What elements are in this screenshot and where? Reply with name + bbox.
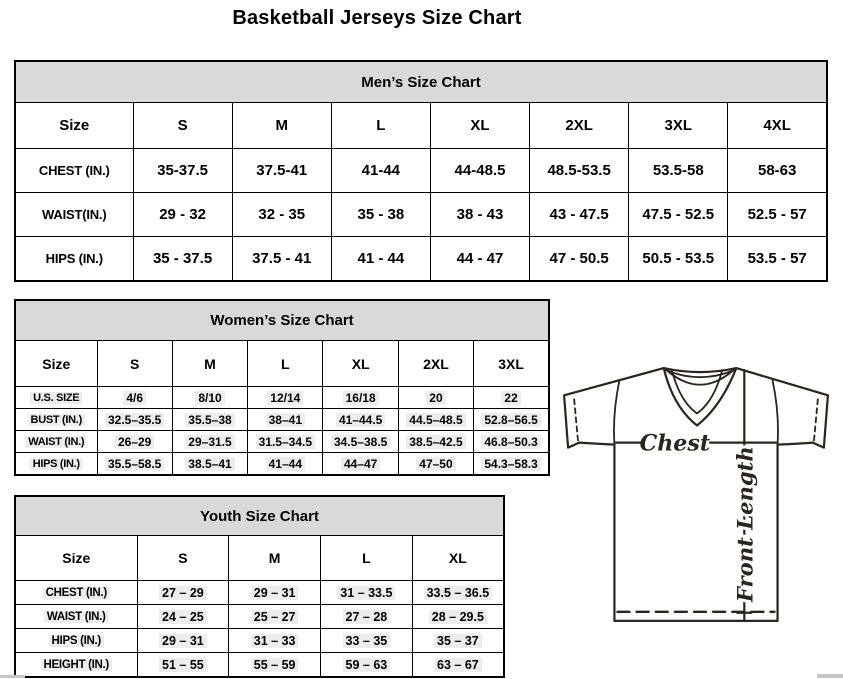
cell-text: 63 – 67 (434, 658, 482, 672)
size-value (229, 653, 321, 678)
size-value (398, 453, 473, 476)
cell-text: 27 – 29 (159, 586, 207, 600)
size-value: 29 - 32 (133, 193, 232, 237)
size-value (321, 653, 413, 678)
table-row (15, 453, 549, 476)
size-value (248, 453, 323, 476)
size-value (321, 581, 413, 605)
row-label (15, 453, 97, 476)
table-row (15, 237, 827, 282)
row-label (15, 409, 97, 431)
row-label (15, 605, 137, 629)
front-length-label: Front Length (732, 446, 758, 603)
size-value: 37.5-41 (232, 149, 331, 193)
cell-text: HIPS (IN.) (49, 635, 104, 647)
size-value: 35 - 37.5 (133, 237, 232, 282)
size-value: 37.5 - 41 (232, 237, 331, 282)
cell-text: 31 – 33.5 (337, 586, 395, 600)
table-title: Men’s Size Chart (15, 61, 827, 103)
header-row (15, 341, 549, 387)
cell-text: 44.5–48.5 (406, 413, 465, 427)
size-value (412, 605, 504, 629)
cell-text: BUST (IN.) (28, 414, 85, 426)
collar-top-edge (664, 368, 737, 372)
chest-label: Chest (639, 430, 711, 457)
column-header: M (229, 536, 321, 581)
column-header: S (97, 341, 172, 387)
size-value: 32 - 35 (232, 193, 331, 237)
column-header: 4XL (728, 103, 827, 149)
cell-text: WAIST (IN.) (25, 436, 87, 448)
cell-text: 59 – 63 (343, 658, 391, 672)
size-value (474, 387, 549, 409)
size-value (229, 605, 321, 629)
jersey-outline-svg (553, 353, 843, 643)
size-value (412, 581, 504, 605)
row-label (15, 431, 97, 453)
size-value (323, 453, 398, 476)
row-label (15, 581, 137, 605)
size-value: 38 - 43 (430, 193, 529, 237)
size-value (398, 409, 473, 431)
size-value (137, 629, 229, 653)
size-value (97, 431, 172, 453)
column-header: L (331, 103, 430, 149)
left-cuff-stitch (574, 399, 578, 442)
table-row (15, 149, 827, 193)
column-header: 2XL (530, 103, 629, 149)
size-value: 53.5-58 (629, 149, 728, 193)
cell-text: 26–29 (115, 435, 154, 449)
size-value (172, 387, 247, 409)
cell-text: 33 – 35 (343, 634, 391, 648)
cell-text: 41–44 (266, 457, 305, 471)
cell-text: 31 – 33 (251, 634, 299, 648)
cell-text: 54.3–58.3 (481, 457, 540, 471)
table-row (15, 629, 504, 653)
cell-text: 29 – 31 (251, 586, 299, 600)
cell-text: 52.8–56.5 (481, 413, 540, 427)
cell-text: HIPS (IN.) (30, 458, 83, 470)
right-cuff-stitch (814, 399, 818, 442)
cell-text: 51 – 55 (159, 658, 207, 672)
youth-size-table (14, 495, 505, 678)
cell-text: 33.5 – 36.5 (424, 586, 493, 600)
size-value (229, 629, 321, 653)
cell-text: 46.8–50.3 (481, 435, 540, 449)
cell-text: 55 – 59 (251, 658, 299, 672)
left-sleeve-seam (614, 380, 619, 444)
size-value (248, 387, 323, 409)
cell-text: 38.5–42.5 (406, 435, 465, 449)
row-label (15, 653, 137, 678)
size-value (172, 431, 247, 453)
column-header: Size (15, 536, 137, 581)
size-value: 47 - 50.5 (530, 237, 629, 282)
size-value (172, 409, 247, 431)
cell-text: 29–31.5 (185, 435, 234, 449)
cell-text: WAIST (IN.) (44, 611, 109, 623)
size-value: 41 - 44 (331, 237, 430, 282)
table-row (15, 431, 549, 453)
column-header: M (232, 103, 331, 149)
cell-text: 16/18 (343, 391, 379, 405)
edge-artifact-right (817, 674, 843, 678)
table-row (15, 581, 504, 605)
cell-text: 8/10 (195, 391, 224, 405)
size-value (97, 387, 172, 409)
cell-text: U.S. SIZE (30, 392, 82, 404)
size-value: 41-44 (331, 149, 430, 193)
column-header: S (137, 536, 229, 581)
cell-text: 34.5–38.5 (331, 435, 390, 449)
row-label: CHEST (IN.) (15, 149, 133, 193)
row-label (15, 629, 137, 653)
size-value: 48.5-53.5 (530, 149, 629, 193)
column-header: 3XL (474, 341, 549, 387)
table-title: Youth Size Chart (15, 496, 504, 536)
table-row (15, 605, 504, 629)
size-value (474, 409, 549, 431)
size-value (321, 605, 413, 629)
header-row (15, 536, 504, 581)
size-value (248, 431, 323, 453)
column-header: S (133, 103, 232, 149)
size-value (398, 431, 473, 453)
column-header: XL (323, 341, 398, 387)
table-row (15, 193, 827, 237)
column-header: XL (412, 536, 504, 581)
size-value (323, 431, 398, 453)
cell-text: 27 – 28 (343, 610, 391, 624)
cell-text: 4/6 (123, 391, 146, 405)
mens-size-table (14, 60, 828, 282)
size-value: 35 - 38 (331, 193, 430, 237)
cell-text: 22 (501, 391, 520, 405)
size-value (323, 409, 398, 431)
cell-text: 12/14 (267, 391, 303, 405)
size-value (137, 605, 229, 629)
cell-text: 25 – 27 (251, 610, 299, 624)
size-value: 52.5 - 57 (728, 193, 827, 237)
header-row (15, 103, 827, 149)
right-sleeve-seam (773, 380, 778, 444)
size-value (412, 629, 504, 653)
cell-text: 35.5–38 (185, 413, 234, 427)
column-header: 2XL (398, 341, 473, 387)
page-title: Basketball Jerseys Size Chart (232, 7, 522, 29)
size-value: 50.5 - 53.5 (629, 237, 728, 282)
size-value (137, 581, 229, 605)
cell-text: 35 – 37 (434, 634, 482, 648)
jersey-diagram (553, 353, 843, 643)
size-value (97, 453, 172, 476)
table-row (15, 409, 549, 431)
column-header: M (172, 341, 247, 387)
size-value (323, 387, 398, 409)
size-value: 44 - 47 (430, 237, 529, 282)
column-header: 3XL (629, 103, 728, 149)
cell-text: 20 (426, 391, 445, 405)
cell-text: 38.5–41 (185, 457, 234, 471)
row-label (15, 387, 97, 409)
cell-text: 29 – 31 (159, 634, 207, 648)
jersey-body-outline (564, 368, 828, 621)
table-row (15, 387, 549, 409)
cell-text: CHEST (IN.) (43, 587, 110, 599)
size-value (137, 653, 229, 678)
size-value: 53.5 - 57 (728, 237, 827, 282)
womens-size-table (14, 299, 550, 476)
cell-text: 44–47 (341, 457, 380, 471)
cell-text: 41–44.5 (336, 413, 385, 427)
cell-text: 24 – 25 (159, 610, 207, 624)
table-row (15, 653, 504, 678)
cell-text: 32.5–35.5 (105, 413, 164, 427)
size-value (97, 409, 172, 431)
size-value: 44-48.5 (430, 149, 529, 193)
size-value (412, 653, 504, 678)
cell-text: 35.5–58.5 (105, 457, 164, 471)
size-value (172, 453, 247, 476)
size-value: 47.5 - 52.5 (629, 193, 728, 237)
column-header: XL (430, 103, 529, 149)
size-value: 35-37.5 (133, 149, 232, 193)
size-value (321, 629, 413, 653)
table-title: Women’s Size Chart (15, 300, 549, 341)
cell-text: 28 – 29.5 (429, 610, 487, 624)
row-label: WAIST(IN.) (15, 193, 133, 237)
size-value (398, 387, 473, 409)
cell-text: HEIGHT (IN.) (41, 659, 112, 671)
size-value (474, 453, 549, 476)
edge-artifact-left (0, 675, 25, 678)
cell-text: 31.5–34.5 (256, 435, 315, 449)
size-value (248, 409, 323, 431)
column-header: L (248, 341, 323, 387)
row-label: HIPS (IN.) (15, 237, 133, 282)
cell-text: 38–41 (266, 413, 305, 427)
size-value (474, 431, 549, 453)
cell-text: 47–50 (416, 457, 455, 471)
column-header: L (321, 536, 413, 581)
size-value: 43 - 47.5 (530, 193, 629, 237)
size-value (229, 581, 321, 605)
column-header: Size (15, 341, 97, 387)
size-value: 58-63 (728, 149, 827, 193)
column-header: Size (15, 103, 133, 149)
